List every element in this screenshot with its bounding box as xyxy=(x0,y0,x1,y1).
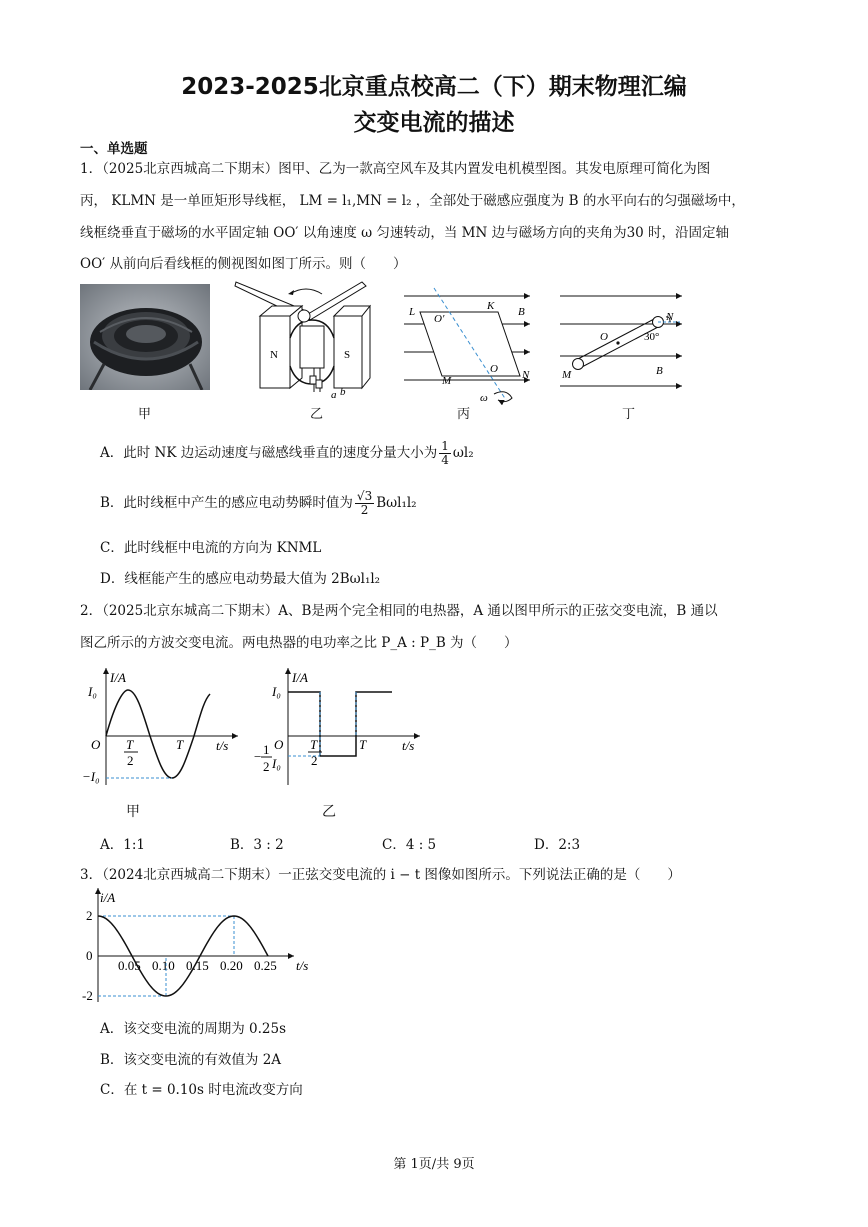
square-wave-current-graph xyxy=(252,660,432,790)
q3-option-b: B．该交变电流的有效值为 2A xyxy=(100,1052,282,1068)
side-view-figure xyxy=(558,288,688,394)
page-title: 2023-2025北京重点校高二（下）期末物理汇编 xyxy=(181,74,687,100)
corner-l-label: L xyxy=(409,306,416,318)
q2-line-2: 图乙所示的方波交变电流。两电热器的电功率之比 P_A : P_B 为（ ） xyxy=(80,635,518,651)
graph-b-ylabel: I/A xyxy=(292,670,308,685)
q3-xlabel: t/s xyxy=(296,958,309,973)
q3-ylabel: i/A xyxy=(100,890,116,905)
q3-x-tick-label: 0.15 xyxy=(186,958,209,973)
axis-oprime-label: O′ xyxy=(434,313,445,325)
graph-b-caption: 乙 xyxy=(322,804,336,820)
graph-b-xlabel: t/s xyxy=(402,738,415,753)
graph-b-half-i0: I₀ xyxy=(272,756,281,771)
q3-line-1: 3．（2024北京西城高二下期末）一正弦交变电流的 i − t 图像如图所示。下列说法正确的是（ ） xyxy=(80,867,681,883)
generator-model-figure xyxy=(230,280,380,402)
terminal-b-label: b xyxy=(340,386,346,398)
q2-option-a: A．1:1 xyxy=(100,837,145,853)
graph-a-ylabel: I/A xyxy=(110,670,126,685)
angle-30-label: 30° xyxy=(644,331,660,343)
magnet-n-label: N xyxy=(270,349,278,361)
q3-option-a: A．该交变电流的周期为 0.25s xyxy=(100,1021,287,1037)
graph-b-half-den: 2 xyxy=(263,759,270,774)
graph-b-i0: I₀ xyxy=(272,684,281,699)
magnet-s-label: S xyxy=(344,349,351,361)
sine-current-graph xyxy=(80,660,250,790)
q2-line-1: 2．（2025北京东城高二下期末）A、B是两个完全相同的电热器，A 通以图甲所示的正弦交变电流，B 通以 xyxy=(80,603,718,619)
q2-option-c: C．4 : 5 xyxy=(382,837,437,853)
graph-a-origin: O xyxy=(91,737,101,752)
graph-b-neg: − xyxy=(254,749,262,764)
section-heading: 一、单选题 xyxy=(80,141,148,157)
graph-b-t: T xyxy=(359,737,367,752)
q3-x-tick-label: 0.10 xyxy=(152,958,175,973)
field-b-side-label: B xyxy=(656,365,663,377)
graph-b-half-num: 1 xyxy=(263,742,270,757)
edge-n-label: N xyxy=(666,311,674,323)
graph-a-t2-num: T xyxy=(126,737,134,752)
q1-option-a: A．此时 NK 边运动速度与磁感线垂直的速度分量大小为 $\frac{1}{4}$ ωl₂ xyxy=(100,439,474,467)
corner-k-label: K xyxy=(487,300,495,312)
coil-in-field-figure xyxy=(402,284,538,406)
q1-option-c: C．此时线框中电流的方向为 KNML xyxy=(100,540,322,556)
graph-a-t2-den: 2 xyxy=(127,753,134,768)
graph-b-t2-num: T xyxy=(310,737,318,752)
omega-label: ω xyxy=(480,392,488,404)
axis-o-label: O xyxy=(490,363,498,375)
graph-a-i0: I₀ xyxy=(88,684,97,699)
field-b-label: B xyxy=(518,306,525,318)
fig-caption-jia: 甲 xyxy=(138,407,152,422)
q3-option-c: C．在 t = 0.10s 时电流改变方向 xyxy=(100,1082,303,1098)
q1-option-b: B．此时线框中产生的感应电动势瞬时值为 $\frac{√3}{2}$ Bωl₁l₂ xyxy=(100,489,417,517)
q1-line-3: 线框绕垂直于磁场的水平固定轴 OO′ 以角速度 ω 匀速转动，当 MN 边与磁场方向的夹角为30 时，沿固定轴 xyxy=(80,225,730,241)
axis-o-side-label: O xyxy=(600,331,608,343)
graph-b-t2-den: 2 xyxy=(311,753,318,768)
page-subtitle: 交变电流的描述 xyxy=(353,110,515,136)
terminal-a-label: a xyxy=(331,389,337,401)
graph-a-xlabel: t/s xyxy=(216,738,229,753)
fig-caption-bing: 丙 xyxy=(457,407,471,422)
graph-b-origin: O xyxy=(274,737,284,752)
q2-option-b: B．3 : 2 xyxy=(230,837,284,853)
q3-y-tick-label: 2 xyxy=(86,908,93,923)
graph-a-caption: 甲 xyxy=(126,804,140,820)
corner-n-label: N xyxy=(522,369,530,381)
q3-x-tick-label: 0.25 xyxy=(254,958,277,973)
wind-turbine-photo xyxy=(80,284,210,390)
q1-line-1: 1．（2025北京西城高二下期末）图甲、乙为一款高空风车及其内置发电机模型图。其发电原理可简化为图 xyxy=(80,161,711,177)
page-footer: 第 1页/共 9页 xyxy=(393,1157,475,1172)
graph-a-t: T xyxy=(176,737,184,752)
graph-a-neg-i0: −I₀ xyxy=(82,769,100,784)
fig-caption-yi: 乙 xyxy=(310,407,324,422)
q3-x-tick-label: 0.20 xyxy=(220,958,243,973)
q2-option-d: D．2:3 xyxy=(534,837,581,853)
q1-option-d: D．线框能产生的感应电动势最大值为 2Bωl₁l₂ xyxy=(100,571,381,587)
corner-m-label: M xyxy=(442,375,452,387)
q3-y-tick-label: 0 xyxy=(86,948,93,963)
q1-line-4: OO′ 从前向后看线框的侧视图如图丁所示。则（ ） xyxy=(80,256,407,272)
q3-y-tick-label: -2 xyxy=(82,988,93,1003)
edge-m-label: M xyxy=(562,369,572,381)
q3-x-tick-label: 0.05 xyxy=(118,958,141,973)
fig-caption-ding: 丁 xyxy=(622,407,636,422)
q3-current-chart xyxy=(80,886,320,1004)
q1-line-2: 丙， KLMN 是一单匝矩形导线框， LM = l₁,MN = l₂ ，全部处于磁感应强度为 B 的水平向右的匀强磁场中， xyxy=(80,193,745,209)
